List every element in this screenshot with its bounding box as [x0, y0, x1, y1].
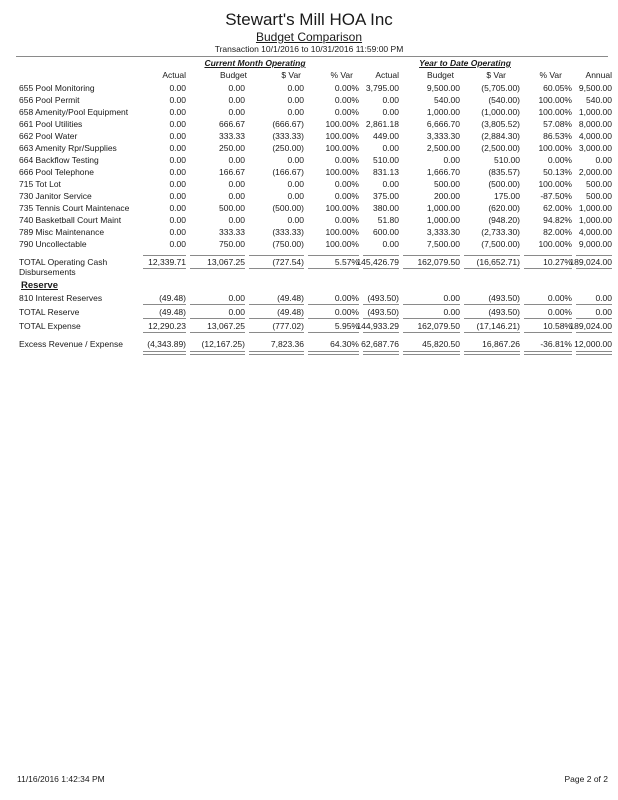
underline-segment: [190, 268, 245, 269]
cell: (777.02): [272, 321, 304, 331]
col-header: % Var: [330, 70, 353, 80]
cell: 10.58%: [543, 321, 572, 331]
cell: 0.00: [443, 293, 460, 303]
cell: (3,805.52): [481, 119, 520, 129]
table-row: [0, 142, 618, 154]
company-name: Stewart's Mill HOA Inc: [225, 10, 393, 29]
cell: 0.00: [287, 215, 304, 225]
print-timestamp: 11/16/2016 1:42:34 PM: [17, 774, 105, 784]
cell: 86.53%: [543, 131, 572, 141]
col-header: Annual: [585, 70, 612, 80]
cell: 250.00: [219, 143, 245, 153]
underline-segment: [249, 318, 304, 319]
cell: 8,000.00: [578, 119, 612, 129]
cell: (49.48): [159, 307, 186, 317]
underline-segment: [464, 332, 520, 333]
excess-row: [0, 338, 618, 350]
row-label: 810 Interest Reserves: [19, 293, 103, 303]
cell: 0.00: [443, 307, 460, 317]
cell: 2,500.00: [426, 143, 460, 153]
cell: 0.00: [169, 239, 186, 249]
cell: (250.00): [272, 143, 304, 153]
cell: (948.20): [488, 215, 520, 225]
table-row: [0, 94, 618, 106]
cell: 162,079.50: [417, 257, 460, 267]
col-header: Actual: [162, 70, 186, 80]
cell: 0.00: [169, 203, 186, 213]
cell: (2,884.30): [481, 131, 520, 141]
cell: 0.00: [382, 179, 399, 189]
cell: 0.00: [228, 191, 245, 201]
table-row: [0, 202, 618, 214]
underline-segment: [308, 351, 359, 355]
row-label: 655 Pool Monitoring: [19, 83, 95, 93]
cell: 0.00%: [334, 155, 359, 165]
cell: 0.00: [169, 107, 186, 117]
cell: (49.48): [159, 293, 186, 303]
row-label: Disbursements: [19, 267, 76, 277]
cell: 750.00: [219, 239, 245, 249]
table-row: [0, 154, 618, 166]
cell: (16,652.71): [476, 257, 520, 267]
cell: 0.00: [169, 215, 186, 225]
cell: 0.00: [228, 155, 245, 165]
cell: 50.13%: [543, 167, 572, 177]
cell: 5.95%: [334, 321, 359, 331]
cell: 100.00%: [325, 203, 359, 213]
cell: (49.48): [277, 293, 304, 303]
total-expense-row: [0, 320, 618, 332]
underline-segment: [403, 304, 460, 305]
cell: 2,861.18: [365, 119, 399, 129]
row-label: Excess Revenue / Expense: [19, 339, 123, 349]
cell: 2,000.00: [578, 167, 612, 177]
cell: 100.00%: [325, 167, 359, 177]
cell: 12,290.23: [148, 321, 186, 331]
underline-segment: [190, 318, 245, 319]
cell: (5,705.00): [481, 83, 520, 93]
underline-segment: [403, 268, 460, 269]
header-rule: [16, 56, 608, 57]
cell: 0.00: [228, 307, 245, 317]
cell: 57.08%: [543, 119, 572, 129]
cell: 0.00: [169, 143, 186, 153]
cell: 0.00: [287, 107, 304, 117]
cell: 0.00: [228, 95, 245, 105]
underline-segment: [143, 332, 186, 333]
underline-segment: [308, 318, 359, 319]
underline-segment: [363, 351, 399, 355]
cell: 162,079.50: [417, 321, 460, 331]
underline-segment: [363, 304, 399, 305]
cell: 500.00: [219, 203, 245, 213]
underline-segment: [403, 351, 460, 355]
cell: 0.00: [287, 95, 304, 105]
cell: 1,000.00: [426, 107, 460, 117]
cell: 100.00%: [325, 239, 359, 249]
cell: (7,500.00): [481, 239, 520, 249]
col-header: $ Var: [486, 70, 506, 80]
cell: 9,500.00: [578, 83, 612, 93]
cell: 0.00: [595, 307, 612, 317]
cell: 64.30%: [330, 339, 359, 349]
cell: 0.00%: [334, 215, 359, 225]
cell: 449.00: [373, 131, 399, 141]
cell: 7,500.00: [426, 239, 460, 249]
table-row: [0, 118, 618, 130]
cell: 12,000.00: [574, 339, 612, 349]
cell: 831.13: [373, 167, 399, 177]
cell: (1,000.00): [481, 107, 520, 117]
row-label: 740 Basketball Court Maint: [19, 215, 122, 225]
table-row: [0, 214, 618, 226]
col-header: Budget: [427, 70, 454, 80]
underline-segment: [363, 332, 399, 333]
cell: -87.50%: [540, 191, 572, 201]
cell: 0.00: [382, 107, 399, 117]
cell: 0.00: [595, 293, 612, 303]
cell: 0.00%: [334, 107, 359, 117]
cell: 510.00: [373, 155, 399, 165]
underline-segment: [249, 304, 304, 305]
underline-segment: [524, 304, 572, 305]
cell: 540.00: [434, 95, 460, 105]
cell: (12,167.25): [201, 339, 245, 349]
row-label: 662 Pool Water: [19, 131, 78, 141]
cell: (493.50): [367, 293, 399, 303]
underline-segment: [464, 268, 520, 269]
cell: 189,024.00: [569, 257, 612, 267]
table-row: [0, 166, 618, 178]
cell: 62,687.76: [361, 339, 399, 349]
cell: 100.00%: [325, 131, 359, 141]
row-label: 790 Uncollectable: [19, 239, 87, 249]
cell: 0.00: [595, 155, 612, 165]
underline-segment: [308, 332, 359, 333]
row-label: TOTAL Expense: [19, 321, 81, 331]
underline-segment: [190, 332, 245, 333]
cell: 100.00%: [538, 179, 572, 189]
cell: (333.33): [272, 131, 304, 141]
cell: 145,426.79: [356, 257, 399, 267]
cell: 100.00%: [538, 143, 572, 153]
cell: (493.50): [488, 293, 520, 303]
row-label: 666 Pool Telephone: [19, 167, 94, 177]
cell: 100.00%: [538, 95, 572, 105]
cell: (540.00): [488, 95, 520, 105]
cell: 0.00: [287, 83, 304, 93]
cell: 0.00: [169, 167, 186, 177]
cell: (500.00): [488, 179, 520, 189]
row-label: 730 Janitor Service: [19, 191, 92, 201]
cell: 0.00: [169, 227, 186, 237]
underline-segment: [576, 332, 612, 333]
cell: 100.00%: [325, 227, 359, 237]
reserve-heading: Reserve: [21, 280, 58, 291]
cell: (493.50): [367, 307, 399, 317]
underline-segment: [249, 268, 304, 269]
cell: 380.00: [373, 203, 399, 213]
cell: 0.00%: [334, 95, 359, 105]
underline-segment: [403, 332, 460, 333]
reserve-row: [0, 292, 618, 304]
cell: 200.00: [434, 191, 460, 201]
cell: 3,333.30: [426, 131, 460, 141]
page-number: Page 2 of 2: [564, 774, 608, 784]
cell: (49.48): [277, 307, 304, 317]
underline-segment: [524, 332, 572, 333]
underline-segment: [464, 318, 520, 319]
cell: 0.00%: [334, 307, 359, 317]
col-header: Budget: [220, 70, 247, 80]
cell: (500.00): [272, 203, 304, 213]
cell: 144,933.29: [356, 321, 399, 331]
cell: (750.00): [272, 239, 304, 249]
underline-segment: [249, 332, 304, 333]
cell: (166.67): [272, 167, 304, 177]
row-label: TOTAL Operating Cash: [19, 257, 108, 267]
cell: 1,000.00: [426, 203, 460, 213]
col-header: % Var: [539, 70, 562, 80]
table-row: [0, 82, 618, 94]
cell: (2,500.00): [481, 143, 520, 153]
cell: 0.00: [169, 155, 186, 165]
cell: 333.33: [219, 227, 245, 237]
cell: 1,000.00: [578, 215, 612, 225]
cell: 1,000.00: [578, 107, 612, 117]
cell: 100.00%: [325, 119, 359, 129]
cell: 100.00%: [325, 143, 359, 153]
cell: 3,000.00: [578, 143, 612, 153]
cell: 0.00: [228, 179, 245, 189]
cell: 0.00: [382, 239, 399, 249]
cell: 375.00: [373, 191, 399, 201]
underline-segment: [576, 351, 612, 355]
cell: 7,823.36: [270, 339, 304, 349]
cell: 0.00: [169, 179, 186, 189]
underline-segment: [143, 351, 186, 355]
underline-segment: [403, 318, 460, 319]
underline-segment: [464, 351, 520, 355]
row-label: 663 Amenity Rpr/Supplies: [19, 143, 117, 153]
cell: 100.00%: [538, 239, 572, 249]
cell: 51.80: [377, 215, 399, 225]
cell: (620.00): [488, 203, 520, 213]
cell: (4,343.89): [147, 339, 186, 349]
cell: (493.50): [488, 307, 520, 317]
cell: 500.00: [434, 179, 460, 189]
cell: 0.00%: [334, 293, 359, 303]
cell: 500.00: [586, 191, 612, 201]
row-label: 664 Backflow Testing: [19, 155, 99, 165]
underline-segment: [524, 351, 572, 355]
cell: 0.00%: [547, 307, 572, 317]
cell: 60.05%: [543, 83, 572, 93]
row-label: 658 Amenity/Pool Equipment: [19, 107, 129, 117]
table-row: [0, 178, 618, 190]
cell: 82.00%: [543, 227, 572, 237]
cell: 0.00: [169, 95, 186, 105]
cell: 333.33: [219, 131, 245, 141]
total-reserve-row: [0, 306, 618, 318]
col-header: $ Var: [281, 70, 301, 80]
underline-segment: [190, 304, 245, 305]
cell: 0.00: [169, 191, 186, 201]
cell: -36.81%: [540, 339, 572, 349]
report-title: Budget Comparison: [255, 30, 363, 44]
cell: 189,024.00: [569, 321, 612, 331]
cell: 0.00%: [334, 179, 359, 189]
cell: 0.00: [382, 95, 399, 105]
cell: 0.00%: [334, 191, 359, 201]
cell: 0.00: [443, 155, 460, 165]
cell: 0.00: [287, 191, 304, 201]
cell: 13,067.25: [207, 257, 245, 267]
underline-segment: [143, 318, 186, 319]
cell: 0.00: [169, 131, 186, 141]
cell: 5.57%: [334, 257, 359, 267]
table-row: [0, 106, 618, 118]
underline-segment: [249, 351, 304, 355]
group-current-month: Current Month Operating: [204, 58, 306, 68]
col-header: Actual: [375, 70, 399, 80]
cell: 0.00%: [547, 293, 572, 303]
cell: 6,666.70: [426, 119, 460, 129]
cell: 9,000.00: [578, 239, 612, 249]
cell: 0.00: [382, 143, 399, 153]
cell: 0.00: [169, 83, 186, 93]
underline-segment: [524, 318, 572, 319]
cell: 9,500.00: [426, 83, 460, 93]
cell: 510.00: [494, 155, 520, 165]
cell: 500.00: [586, 179, 612, 189]
table-row: [0, 190, 618, 202]
cell: 3,795.00: [365, 83, 399, 93]
cell: 0.00: [287, 179, 304, 189]
cell: 1,666.70: [426, 167, 460, 177]
underline-segment: [576, 304, 612, 305]
cell: 62.00%: [543, 203, 572, 213]
underline-segment: [576, 268, 612, 269]
cell: 0.00: [228, 107, 245, 117]
cell: 4,000.00: [578, 131, 612, 141]
underline-segment: [524, 268, 572, 269]
underline-segment: [308, 304, 359, 305]
cell: (2,733.30): [481, 227, 520, 237]
row-label: TOTAL Reserve: [19, 307, 80, 317]
underline-segment: [576, 318, 612, 319]
row-label: 661 Pool Utilities: [19, 119, 83, 129]
cell: 94.82%: [543, 215, 572, 225]
row-label: 789 Misc Maintenance: [19, 227, 105, 237]
cell: (666.67): [272, 119, 304, 129]
underline-segment: [143, 268, 186, 269]
group-year-to-date: Year to Date Operating: [419, 58, 511, 68]
cell: 0.00: [228, 293, 245, 303]
underline-segment: [143, 304, 186, 305]
cell: 166.67: [219, 167, 245, 177]
cell: 666.67: [219, 119, 245, 129]
table-row: [0, 130, 618, 142]
underline-segment: [308, 268, 359, 269]
underline-segment: [190, 351, 245, 355]
cell: 0.00: [287, 155, 304, 165]
cell: 45,820.50: [422, 339, 460, 349]
cell: 12,339.71: [148, 257, 186, 267]
underline-segment: [464, 304, 520, 305]
cell: 1,000.00: [578, 203, 612, 213]
cell: 4,000.00: [578, 227, 612, 237]
cell: 3,333.30: [426, 227, 460, 237]
row-label: 715 Tot Lot: [19, 179, 61, 189]
underline-segment: [363, 268, 399, 269]
row-label: 735 Tennis Court Maintenace: [19, 203, 130, 213]
cell: 0.00: [169, 119, 186, 129]
underline-segment: [363, 318, 399, 319]
cell: 540.00: [586, 95, 612, 105]
transaction-range: Transaction 10/1/2016 to 10/31/2016 11:59:00 PM: [214, 44, 404, 54]
cell: 600.00: [373, 227, 399, 237]
cell: 16,867.26: [482, 339, 520, 349]
table-row: [0, 226, 618, 238]
cell: 1,000.00: [426, 215, 460, 225]
cell: (727.54): [272, 257, 304, 267]
cell: 13,067.25: [207, 321, 245, 331]
cell: (835.57): [488, 167, 520, 177]
cell: 0.00%: [547, 155, 572, 165]
cell: (17,146.21): [476, 321, 520, 331]
cell: 10.27%: [543, 257, 572, 267]
cell: 0.00: [228, 215, 245, 225]
cell: (333.33): [272, 227, 304, 237]
cell: 0.00%: [334, 83, 359, 93]
cell: 0.00: [228, 83, 245, 93]
table-row: [0, 238, 618, 250]
row-label: 656 Pool Permit: [19, 95, 80, 105]
cell: 100.00%: [538, 107, 572, 117]
cell: 175.00: [494, 191, 520, 201]
